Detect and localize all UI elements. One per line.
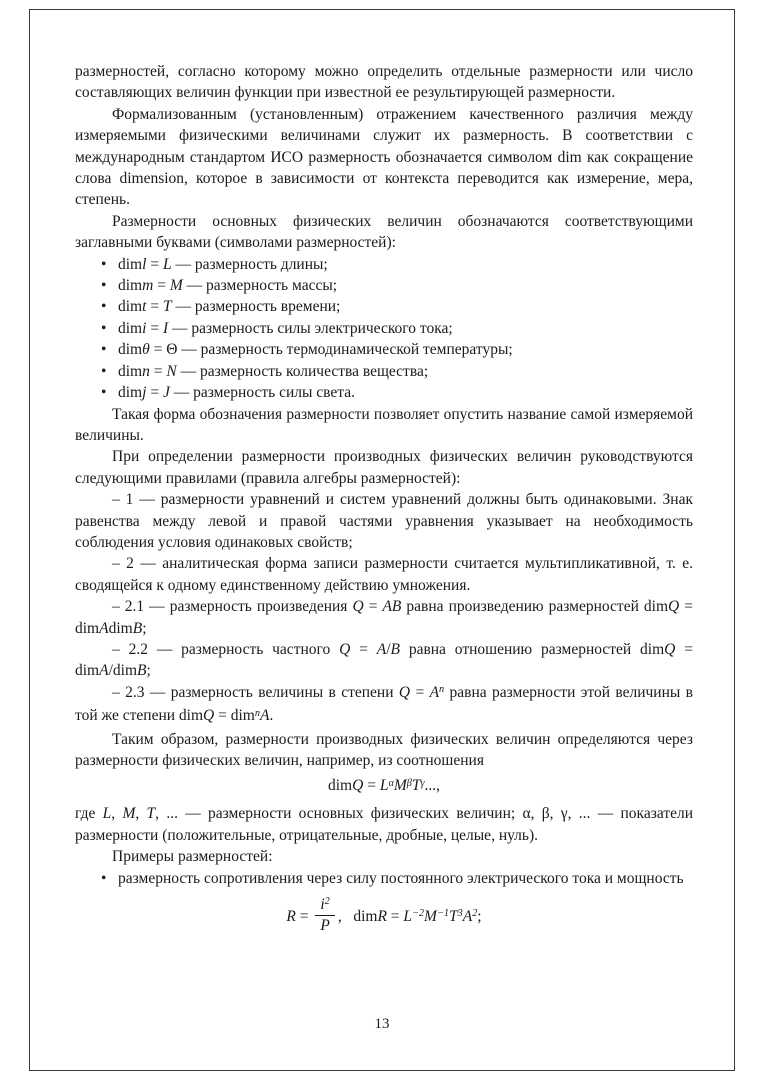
text-run: , dim	[337, 907, 378, 925]
text-run: B	[137, 662, 147, 680]
text-run: Q	[398, 683, 411, 701]
text-run: θ	[142, 341, 150, 359]
bullet-marker-icon: •	[101, 255, 107, 273]
text-run: 2	[472, 908, 478, 920]
text-run: M	[169, 277, 183, 295]
text-run: A	[462, 907, 473, 925]
text-run: /	[386, 640, 391, 658]
text-run: ,	[135, 805, 147, 823]
text-run: размерность сопротивления через силу постоянного электрического тока и мощность	[118, 869, 684, 887]
text-run: −1	[436, 908, 449, 920]
bullet-marker-icon: •	[101, 341, 107, 359]
bullet-marker-icon: •	[101, 277, 107, 295]
text-run: dim	[118, 255, 143, 273]
page-number: 13	[374, 1016, 390, 1032]
text-run: Q	[203, 707, 215, 725]
paragraph	[75, 489, 693, 553]
text-run: равна размерности этой величины в той же степени dim	[75, 683, 693, 725]
paragraph	[75, 846, 693, 867]
text-run: =	[410, 683, 430, 701]
text-run: =	[386, 907, 404, 925]
text-run: A	[99, 619, 109, 637]
text-run: N	[166, 362, 177, 380]
text-run: −2	[412, 908, 425, 920]
paragraph	[75, 211, 693, 254]
text-run: A	[376, 640, 387, 658]
text-run: i	[142, 319, 147, 337]
text-run: ;	[477, 907, 482, 925]
text-run: — размерность массы;	[182, 277, 338, 295]
text-run: =	[146, 319, 163, 337]
fraction-numerator	[315, 896, 334, 916]
text-run: =	[153, 277, 170, 295]
bullet-item	[75, 318, 693, 339]
page-footer	[0, 1016, 764, 1033]
text-run: dim	[108, 619, 133, 637]
text-run: – 2 — аналитическая форма записи размерности считается мультипликативной, т. е. сводящейся к одному единственному действию умножения.	[75, 555, 693, 594]
text-run: =	[295, 907, 313, 925]
paragraph	[75, 104, 693, 211]
text-run: – 2.3 — размерность величины в степени	[112, 683, 399, 701]
text-run: m	[142, 277, 154, 295]
text-run: — размерность количества вещества;	[176, 362, 429, 380]
paragraph	[75, 803, 693, 846]
text-run: – 2.2 — размерность частного	[112, 640, 340, 658]
bullet-item	[75, 361, 693, 382]
text-run: Таким образом, размерности производных физических величин определяются через размерности физических величин, например, из соотношения	[75, 730, 693, 769]
text-run: dim	[328, 777, 353, 795]
text-run: — размерность силы электрического тока;	[168, 319, 453, 337]
paragraph	[75, 682, 693, 729]
text-run: A	[99, 662, 109, 680]
paragraph	[75, 61, 693, 104]
text-run: R	[377, 907, 387, 925]
bullet-item	[75, 868, 693, 889]
text-run: M	[424, 907, 437, 925]
text-run: ...,	[424, 777, 440, 795]
bullet-item	[75, 339, 693, 360]
text-run: Формализованным (установленным) отражением качественного различия между измеряемыми физическими величинами служит их размерность. В соответствии с международным стандартом ИСО размерность обозначается символом dim как сокращение слова dimension, которое в зависимости от контекста переводится как измерение, мера, степень.	[75, 105, 693, 209]
text-run: dim	[118, 362, 143, 380]
text-run: dim	[118, 319, 143, 337]
text-run: — размерность времени;	[171, 298, 341, 316]
formula	[75, 898, 693, 937]
text-run: = dim	[214, 707, 255, 725]
bullet-marker-icon: •	[101, 319, 107, 337]
text-run: n	[439, 684, 445, 696]
text-run: – 1 — размерности уравнений и систем уравнений должны быть одинаковыми. Знак равенства между левой и правой частями уравнения указывает на необходимость соблюдения условия одинаковых свойств;	[75, 491, 693, 551]
text-run: T	[411, 777, 421, 795]
text-run: R	[286, 907, 296, 925]
text-run: При определении размерности производных физических величин руководствуются следующими правилами (правила алгебры размерностей):	[75, 448, 693, 487]
text-run: .	[269, 707, 274, 725]
text-run: T	[146, 805, 156, 823]
text-run: α	[388, 777, 394, 789]
bullet-list	[75, 868, 693, 889]
text-run: ;	[146, 662, 151, 680]
text-run: 3	[457, 908, 463, 920]
text-run: равна произведению размерностей dim	[401, 598, 669, 616]
text-run: A	[259, 707, 270, 725]
paragraph	[75, 553, 693, 596]
text-run: =	[363, 777, 380, 795]
text-run: размерностей, согласно которому можно определить отдельные размерности или число составляющих величин функции при известной ее результирующей размерности.	[75, 63, 693, 102]
bullet-item	[75, 275, 693, 296]
text-run: = Θ — размерность термодинамической температуры;	[149, 341, 513, 359]
text-run: γ	[420, 777, 425, 789]
text-run: = dim	[75, 598, 693, 637]
text-run: i	[320, 896, 325, 914]
text-run: L	[379, 777, 389, 795]
text-run: j	[142, 384, 147, 402]
text-run: /dim	[108, 662, 138, 680]
bullet-item	[75, 254, 693, 275]
page-content	[75, 61, 693, 946]
text-run: T	[162, 298, 172, 316]
text-run: — размерность силы света.	[169, 384, 355, 402]
text-run: Размерности основных физических величин обозначаются соответствующими заглавными буквами (символами размерностей):	[75, 212, 693, 252]
paragraph	[75, 596, 693, 639]
text-run: β	[406, 777, 412, 789]
paragraph	[75, 729, 693, 772]
text-run: n	[142, 362, 150, 380]
bullet-item	[75, 382, 693, 403]
text-run: l	[142, 255, 147, 273]
text-run: dim	[118, 277, 143, 295]
text-run: ,	[111, 805, 123, 823]
text-run: Q	[668, 598, 680, 616]
text-run: J	[162, 384, 170, 402]
text-run: Q	[352, 777, 364, 795]
text-run: M	[393, 777, 407, 795]
text-run: =	[149, 362, 167, 380]
bullet-list	[75, 254, 693, 404]
text-run: где	[75, 805, 103, 823]
text-run: 2	[324, 896, 330, 908]
text-run: I	[162, 319, 169, 337]
text-run: =	[146, 384, 163, 402]
text-run: dim	[118, 298, 143, 316]
text-run: ;	[142, 619, 147, 637]
text-run: dim	[118, 341, 143, 359]
text-run: B	[390, 640, 400, 658]
text-run: равна отношению размерностей dim	[399, 640, 665, 658]
text-run: Такая форма обозначения размерности позволяет опустить название самой измеряемой величины.	[75, 405, 693, 444]
text-run: =	[146, 255, 163, 273]
bullet-item	[75, 296, 693, 317]
text-run: P	[320, 916, 330, 934]
text-run: L	[403, 907, 413, 925]
text-run: , ... — размерности основных физических величин; α, β, γ, ... — показатели размерности (положительные, отрицательные, дробные, целые, нуль).	[75, 805, 694, 844]
text-run: Примеры размерностей:	[112, 848, 273, 866]
text-run: AB	[382, 598, 402, 616]
text-run: = dim	[75, 640, 693, 680]
fraction-denominator	[315, 916, 334, 935]
text-run: =	[350, 640, 377, 658]
text-run: — размерность длины;	[171, 255, 328, 273]
formula	[75, 775, 693, 799]
text-run: L	[102, 805, 112, 823]
text-run: t	[142, 298, 147, 316]
text-run: T	[448, 907, 458, 925]
bullet-marker-icon: •	[101, 362, 107, 380]
text-run: Q	[352, 598, 364, 616]
bullet-marker-icon: •	[101, 384, 107, 402]
text-run: dim	[118, 384, 143, 402]
paragraph	[75, 446, 693, 489]
text-run: A	[429, 683, 440, 701]
bullet-marker-icon: •	[101, 869, 107, 887]
paragraph	[75, 639, 693, 682]
text-run: Q	[664, 640, 676, 658]
bullet-marker-icon: •	[101, 298, 107, 316]
text-run: =	[146, 298, 163, 316]
text-run: Q	[339, 640, 351, 658]
fraction	[315, 896, 334, 935]
text-run: – 2.1 — размерность произведения	[112, 598, 353, 616]
text-run: =	[363, 598, 383, 616]
text-run: B	[132, 619, 143, 637]
text-run: M	[122, 805, 136, 823]
text-run: n	[254, 707, 260, 719]
text-run: L	[162, 255, 172, 273]
paragraph	[75, 404, 693, 447]
